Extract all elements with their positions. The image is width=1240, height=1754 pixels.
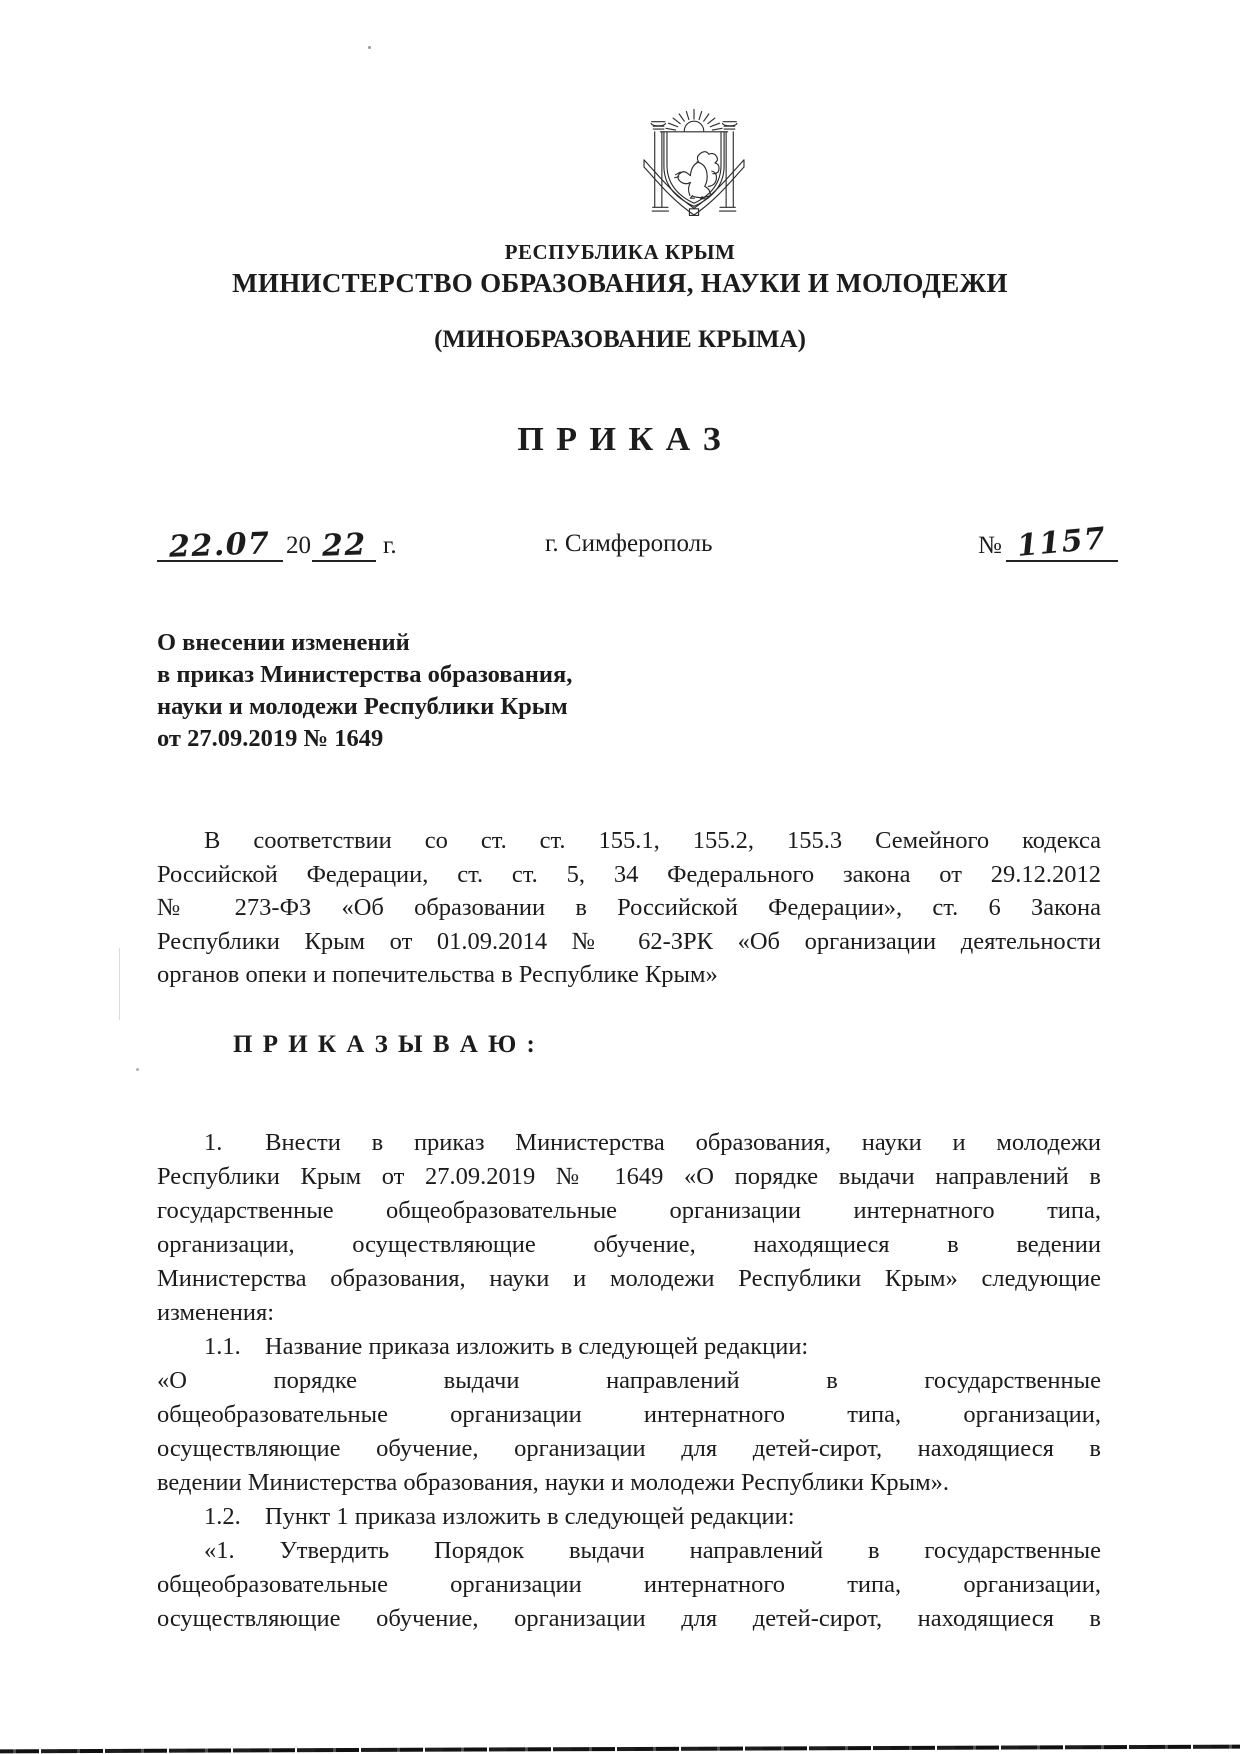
ministry-short-name: (МИНОБРАЗОВАНИЕ КРЫМА) xyxy=(434,326,806,353)
preamble-line: В соответствии со ст. ст. 155.1, 155.2, 155.3 Семейного кодекса xyxy=(204,827,1101,854)
paragraph-line: общеобразовательные организации интернатного типа, организации, xyxy=(157,1401,1101,1428)
paragraph-text: Название приказа изложить в следующей редакции: xyxy=(264,1333,809,1360)
subject-line: О внесении изменений xyxy=(157,629,410,656)
paragraph-line: «1. Утвердить Порядок выдачи направлений в государственные xyxy=(204,1537,1101,1564)
handwritten-day-month: 22.07 xyxy=(168,526,272,565)
preamble-line: № 273-ФЗ «Об образовании в Российской Федерации», ст. 6 Закона xyxy=(157,894,1101,921)
paragraph-line: изменения: xyxy=(157,1299,275,1326)
subject-line: науки и молодежи Республики Крым xyxy=(157,693,568,720)
paragraph-number: 1. xyxy=(204,1129,223,1156)
paragraph-line: Республики Крым от 27.09.2019 № 1649 «О порядке выдачи направлений в xyxy=(157,1163,1101,1190)
paragraph-text: Пункт 1 приказа изложить в следующей редакции: xyxy=(264,1503,795,1530)
republic-name: РЕСПУБЛИКА КРЫМ xyxy=(504,240,736,264)
paragraph-line: государственные общеобразовательные организации интернатного типа, xyxy=(157,1197,1101,1224)
subject-line: в приказ Министерства образования, xyxy=(157,661,573,688)
requisites-row xyxy=(0,514,1240,564)
order-date xyxy=(157,526,397,565)
document-header xyxy=(0,240,1240,354)
crimea-coat-of-arms-icon xyxy=(643,106,745,224)
preamble-line: органов опеки и попечительства в Республике Крым» xyxy=(157,961,718,988)
resolution-word: П Р И К А З Ы В А Ю : xyxy=(233,1031,537,1058)
date-day-month-field xyxy=(157,526,283,565)
paragraph-number: 1.1. xyxy=(204,1333,241,1360)
date-year-field xyxy=(312,529,376,562)
scan-bottom-edge xyxy=(0,1745,1240,1754)
order-body xyxy=(157,1126,1101,1636)
paragraph-line: Министерства образования, науки и молодежи Республики Крым» следующие xyxy=(157,1265,1101,1292)
ministry-name: МИНИСТЕРСТВО ОБРАЗОВАНИЯ, НАУКИ И МОЛОДЕЖИ xyxy=(232,268,1008,298)
preamble xyxy=(157,824,1101,992)
preamble-line: Республики Крым от 01.09.2014 № 62-ЗРК «Об организации деятельности xyxy=(157,927,1101,955)
scan-speck xyxy=(368,46,371,49)
issue-city: г. Симферополь xyxy=(545,530,713,557)
handwritten-number: 1157 xyxy=(1015,521,1108,564)
scan-speck xyxy=(136,1068,139,1071)
paragraph-line: осуществляющие обучение, организации для детей-сирот, находящиеся в xyxy=(157,1435,1101,1462)
scan-artifact-line xyxy=(119,948,120,1020)
paragraph-number: 1.2. xyxy=(204,1503,241,1530)
paragraph-line: ведении Министерства образования, науки и молодежи Республики Крым». xyxy=(157,1469,949,1496)
document-type-title: П Р И К А З xyxy=(517,421,723,458)
number-field xyxy=(1006,521,1118,564)
paragraph-line: «О порядке выдачи направлений в государственные xyxy=(157,1367,1101,1394)
handwritten-year: 22 xyxy=(321,527,367,564)
date-century-printed: 20 xyxy=(286,532,311,559)
paragraph-line xyxy=(157,1500,1101,1534)
date-suffix: г. xyxy=(383,532,397,559)
paragraph-line: осуществляющие обучение, организации для детей-сирот, находящиеся в xyxy=(157,1605,1101,1632)
document-subject xyxy=(157,627,717,755)
subject-line: от 27.09.2019 № 1649 xyxy=(157,725,384,752)
paragraph-line: организации, осуществляющие обучение, находящиеся в ведении xyxy=(157,1231,1101,1258)
paragraph-line xyxy=(157,1126,1101,1160)
order-number xyxy=(978,521,1118,564)
preamble-line: Российской Федерации, ст. ст. 5, 34 Федерального закона от 29.12.2012 xyxy=(157,860,1101,888)
paragraph-line xyxy=(157,1330,1101,1364)
number-sign: № xyxy=(978,532,1002,559)
paragraph-text: Внести в приказ Министерства образования, науки и молодежи xyxy=(265,1129,1102,1156)
paragraph-line: общеобразовательные организации интернатного типа, организации, xyxy=(157,1571,1101,1598)
